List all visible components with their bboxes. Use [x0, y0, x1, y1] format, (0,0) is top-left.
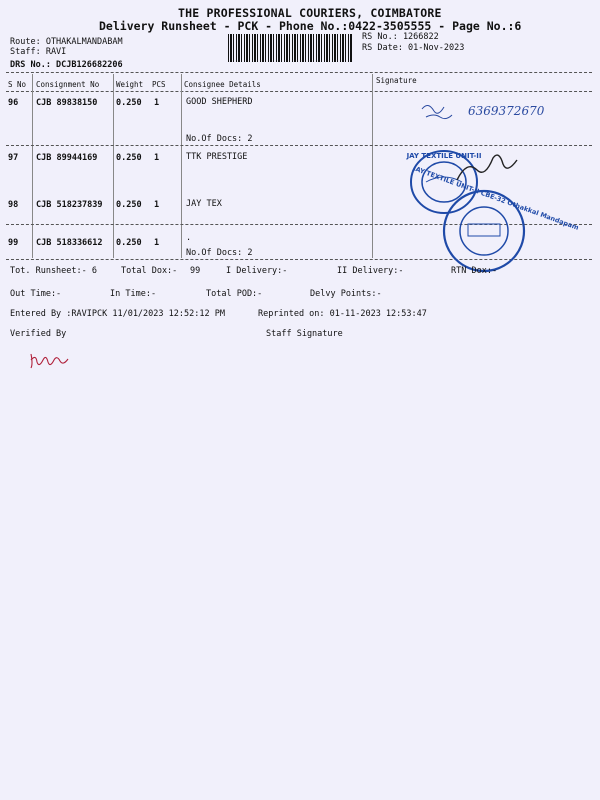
- reprinted-on: Reprinted on: 01-11-2023 12:53:47: [258, 309, 427, 319]
- row-weight: 0.250: [116, 238, 142, 248]
- row-pcs: 1: [154, 200, 160, 210]
- total-dox-label: Total Dox:-: [121, 266, 178, 276]
- rs-date: RS Date: 01-Nov-2023: [362, 43, 465, 53]
- row-pcs: 1: [154, 98, 160, 108]
- row-weight: 0.250: [116, 200, 142, 210]
- row-consignee: .: [186, 233, 192, 243]
- total-pod: Total POD:-: [206, 289, 263, 299]
- tot-runsheet: Tot. Runsheet:- 6: [10, 266, 97, 276]
- table-top-rule: [6, 72, 592, 73]
- ii-delivery: II Delivery:-: [337, 266, 404, 276]
- row-docs: No.Of Docs: 2: [186, 134, 253, 144]
- entered-by: Entered By :RAVIPCK 11/01/2023 12:52:12 PM: [10, 309, 225, 319]
- row-consignee: JAY TEX: [186, 199, 222, 209]
- route: Route: OTHAKALMANDABAM: [10, 37, 123, 47]
- col-consignee: Consignee Details: [184, 80, 261, 89]
- row-sno: 97: [8, 153, 19, 163]
- row-consignee: GOOD SHEPHERD: [186, 97, 253, 107]
- row-consignment: CJB 518237839: [36, 200, 103, 210]
- staff-signature: Staff Signature: [266, 329, 343, 339]
- stamp1-text: JAY TEXTILE UNIT-II: [406, 152, 482, 160]
- row-separator: [6, 145, 592, 146]
- signature-scribble: [455, 150, 525, 185]
- col-sno: S No: [8, 80, 27, 89]
- stamp2-text: JAY TEXTILE UNIT-II CBE-32 Othakkal Mandapam: [412, 164, 580, 232]
- company-name: THE PROFESSIONAL COURIERS, COIMBATORE: [178, 6, 442, 20]
- row-docs: No.Of Docs: 2: [186, 248, 253, 258]
- i-delivery: I Delivery:-: [226, 266, 288, 276]
- runsheet-title: Delivery Runsheet - PCK - Phone No.:0422-3505555 - Page No.:6: [99, 19, 522, 33]
- row-consignment: CJB 89944169: [36, 153, 98, 163]
- delvy-points: Delvy Points:-: [310, 289, 382, 299]
- row-consignment: CJB 518336612: [36, 238, 103, 248]
- row-pcs: 1: [154, 153, 160, 163]
- in-time: In Time:-: [110, 289, 157, 299]
- row-sno: 98: [8, 200, 19, 210]
- out-time: Out Time:-: [10, 289, 62, 299]
- col-consignment: Consignment No: [36, 80, 100, 89]
- col-pcs: PCS: [152, 80, 166, 89]
- company-stamp-circular: [412, 164, 580, 274]
- verifier-signature: [28, 350, 78, 370]
- row-sno: 96: [8, 98, 19, 108]
- row-weight: 0.250: [116, 98, 142, 108]
- row-pcs: 1: [154, 238, 160, 248]
- total-dox-value: 99: [190, 266, 201, 276]
- row-consignment: CJB 89838150: [36, 98, 98, 108]
- row-sno: 99: [8, 238, 19, 248]
- col-divider: [113, 74, 114, 258]
- staff: Staff: RAVI: [10, 47, 67, 57]
- handwritten-phone: 6369372670: [468, 104, 545, 118]
- col-divider: [32, 74, 33, 258]
- row-weight: 0.250: [116, 153, 142, 163]
- col-divider: [372, 74, 373, 258]
- drs-number: DRS No.: DCJB126682206: [10, 60, 123, 70]
- handwritten-signature: [418, 95, 593, 127]
- col-signature: Signature: [376, 76, 417, 85]
- table-header-rule: [6, 91, 592, 92]
- col-weight: Weight: [116, 80, 144, 89]
- col-divider: [181, 74, 182, 258]
- barcode: [228, 34, 352, 62]
- verified-by: Verified By: [10, 329, 67, 339]
- row-consignee: TTK PRESTIGE: [186, 152, 248, 162]
- rtn-dox: RTN Dox:-: [451, 266, 498, 276]
- rs-number: RS No.: 1266822: [362, 32, 439, 42]
